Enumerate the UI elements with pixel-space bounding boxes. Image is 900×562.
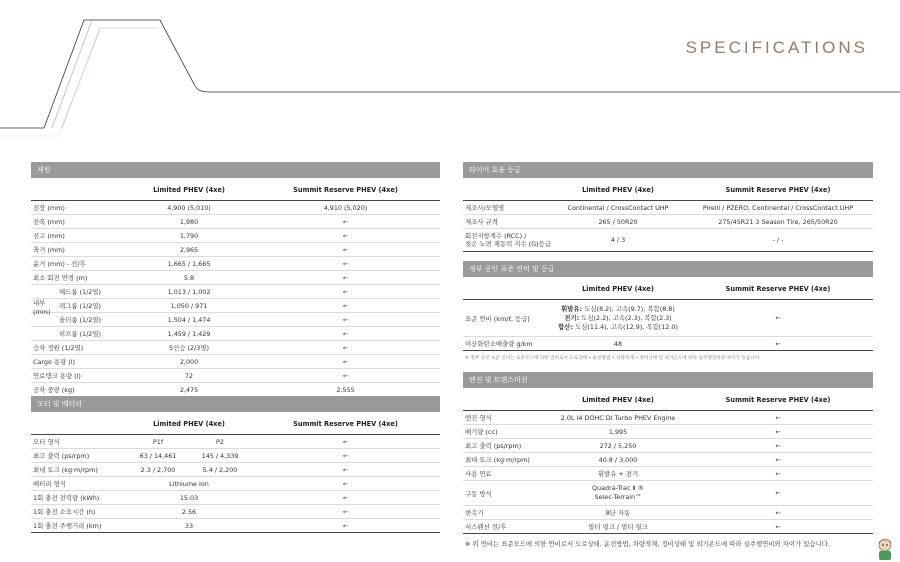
table-row: 배터리 형식 Lithiume Ion ← xyxy=(31,477,440,491)
table-row: 윤거 (mm) - 전/후 1,665 / 1,665 ← xyxy=(31,257,440,271)
section-header-tire: 타이어 효율 등급 xyxy=(463,162,873,178)
table-row: 축거 (mm) 2,965 ← xyxy=(31,243,440,257)
interior-group-label: 내부 (mm) xyxy=(33,299,51,316)
table-row: 공차 중량 (kg) 2,475 2,555 xyxy=(31,383,440,397)
drive-system-2: Selec-Terrain™ xyxy=(594,493,642,501)
table-row: 1회 충전 주행거리 (km) 33 ← xyxy=(31,519,440,533)
table-row: 변속기 8단 자동 ← xyxy=(463,506,873,520)
table-row: 엔진 형식 2.0L I4 DOHC DI Turbo PHEV Engine ← xyxy=(463,411,873,425)
table-row: 레그룸 (1/2열) 1,050 / 971 ← xyxy=(31,299,440,313)
col-header-limited: Limited PHEV (4xe) xyxy=(153,186,225,194)
motor-table xyxy=(31,414,440,533)
table-row: 모터 형식 P1f P2 ← xyxy=(31,435,440,449)
eff-line-gasoline: 휘발유: 도심(8.2), 고속(9.7), 복합(8.8) xyxy=(561,304,675,313)
table-row: 최대 토크 (kg·m/rpm) 2.3 / 2,700 5.4 / 2,200 ← xyxy=(31,463,440,477)
fuel-table xyxy=(463,279,873,351)
rcc-label-1: 회전저항계수 (RCC) / xyxy=(465,232,527,240)
table-row: 숄더룸 (1/2열) 1,504 / 1,474 ← xyxy=(31,313,440,327)
table-row: 전장 (mm) 4,900 (5,010) 4,910 (5,020) xyxy=(31,201,440,215)
table-row: 표준 연비 (km/ℓ, 등급) 휘발유: 도심(8.2), 고속(9.7), 복합(8.8) 전기: 도심(2.2), 고속(2.3), 복합(2.3) 합산: 도심(11.4), 고속(12.9), 복합(12.0) ← xyxy=(463,300,873,337)
table-row: 이산화탄소배출량 g/km 48 ← xyxy=(463,337,873,351)
table-row: 1회 충전 전력량 (kWh) 15.03 ← xyxy=(31,491,440,505)
rcc-label-2: 젖은 노면 제동력 지수 (G)등급 xyxy=(465,240,551,248)
eff-line-combined: 합산: 도심(11.4), 고속(12.9), 복합(12.0) xyxy=(558,322,678,331)
table-row: 제조사 규격 265 / 50R20 275/45R21 3 Season Tire, 265/50R20 xyxy=(463,215,873,229)
fuel-note: ※ 정부 공인 표준 연비는 표준모드에 의한 연비로서 도로상태 • 운전방법 • 차량적재 • 정비상태 및 외기온도에 따라 실주행연비와 차이가 있습니다. xyxy=(465,356,761,361)
table-row: 전고 (mm) 1,790 ← xyxy=(31,229,440,243)
section-header-dimensions: 제원 xyxy=(31,162,440,178)
table-row: 전폭 (mm) 1,980 ← xyxy=(31,215,440,229)
col-header-summit: Summit Reserve PHEV (4xe) xyxy=(293,186,398,194)
table-row: 히프룸 (1/2열) 1,459 / 1,429 ← xyxy=(31,327,440,341)
col-header-limited: Limited PHEV (4xe) xyxy=(153,420,225,428)
table-row: 승차 정원 (1/2열) 5인승 (2/3명) ← xyxy=(31,341,440,355)
table-row: 최소 회전 반경 (m) 5.8 ← xyxy=(31,271,440,285)
table-row: 회전저항계수 (RCC) / 젖은 노면 제동력 지수 (G)등급 4 / 3 - / - xyxy=(463,229,873,252)
table-row: 서스펜션 전/후 멀티 링크 / 멀티 링크 ← xyxy=(463,520,873,534)
page-title: SPECIFICATIONS xyxy=(685,38,868,57)
drive-system-1: Quadra-Trac Ⅱ ® xyxy=(592,484,644,492)
section-header-engine: 엔진 및 트랜스미션 xyxy=(463,372,873,388)
engine-table xyxy=(463,390,873,534)
dimensions-table xyxy=(31,180,440,397)
col-header-summit: Summit Reserve PHEV (4xe) xyxy=(725,186,831,194)
col-header-limited: Limited PHEV (4xe) xyxy=(582,186,654,194)
table-row: Cargo 용량 (l) 2,000 ← xyxy=(31,355,440,369)
tire-table xyxy=(463,180,873,252)
mascot-icon xyxy=(876,538,894,560)
col-header-summit: Summit Reserve PHEV (4xe) xyxy=(725,396,831,404)
table-row: 제조사/모델명 Continental / CrossContact UHP Pirelli / PZERO, Continental / CrossContact UHP xyxy=(463,201,873,215)
section-header-fuel: 정부 공인 표준 연비 및 등급 xyxy=(463,261,873,277)
col-header-limited: Limited PHEV (4xe) xyxy=(582,396,654,404)
table-row: 사용 연료 휘발유 + 전기 ← xyxy=(463,467,873,481)
table-row: 최고 출력 (ps/rpm) 63 / 14,461 145 / 4,339 ← xyxy=(31,449,440,463)
col-header-limited: Limited PHEV (4xe) xyxy=(582,285,654,293)
table-row: 최고 출력 (ps/rpm) 272 / 5,250 ← xyxy=(463,439,873,453)
eff-line-electric: 전기: 도심(2.2), 고속(2.3), 복합(2.3) xyxy=(564,313,672,322)
table-row: 헤드룸 (1/2열) 1,013 / 1,002 ← xyxy=(31,285,440,299)
header-decoration xyxy=(0,0,900,140)
table-row: 연료탱크 용량 (l) 72 ← xyxy=(31,369,440,383)
col-header-summit: Summit Reserve PHEV (4xe) xyxy=(725,285,831,293)
table-row: 최대 토크 (kg·m/rpm) 40.8 / 3,000 ← xyxy=(463,453,873,467)
table-row: 배기량 (cc) 1,995 ← xyxy=(463,425,873,439)
section-header-motor: 모터 및 배터리 xyxy=(31,396,440,412)
table-row: 1회 충전 소요시간 (h) 2.56 ← xyxy=(31,505,440,519)
footnote: ※ 위 연비는 표준모드에 의한 연비로서 도로상태, 운전방법, 차량적재, 정비상태 및 외기온도에 따라 실주행연비와 차이가 있습니다. xyxy=(465,540,830,548)
table-row: 구동 방식 Quadra-Trac Ⅱ ® Selec-Terrain™ ← xyxy=(463,481,873,506)
col-header-summit: Summit Reserve PHEV (4xe) xyxy=(293,420,398,428)
